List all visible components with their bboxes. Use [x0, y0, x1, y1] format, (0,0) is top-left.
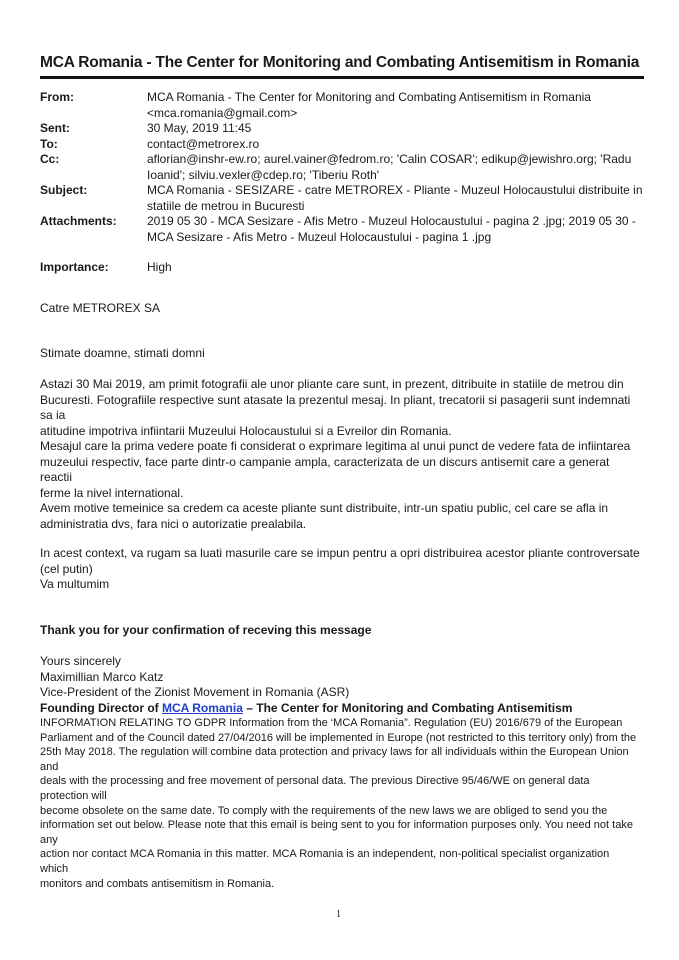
- signature: [40, 654, 640, 716]
- header-cc: [40, 152, 650, 183]
- closing: Yours sincerely: [40, 654, 121, 668]
- mca-romania-link[interactable]: MCA Romania: [162, 700, 243, 715]
- subject-line-1: MCA Romania - SESIZARE - catre METROREX - Pliante - Muzeul Holocaustului distribuite in: [147, 183, 643, 197]
- to-value: contact@metrorex.ro: [147, 136, 260, 151]
- greeting: Stimate doamne, stimati domni: [40, 346, 205, 360]
- importance-value: High: [147, 260, 172, 274]
- sender-name: Maximillian Marco Katz: [40, 669, 164, 684]
- founding-director-line: Founding Director of MCA Romania – The Center for Monitoring and Combating Antisemitism: [40, 700, 573, 715]
- header-subject: [40, 183, 650, 214]
- addressee: Catre METROREX SA: [40, 301, 161, 315]
- cc-line-1: aflorian@inshr-ew.ro; aurel.vainer@fedrom.ro; 'Calin COSAR'; edikup@jewishro.org; 'Radu: [147, 152, 632, 166]
- email-title: MCA Romania - The Center for Monitoring and Combating Antisemitism in Romania: [40, 54, 644, 79]
- cc-value: [147, 152, 650, 183]
- attachments-line-2: MCA Sesizare - Afis Metro - Muzeul Holocaustului - pagina 1 .jpg: [147, 229, 492, 244]
- to-label: To:: [40, 136, 58, 151]
- from-label: From:: [40, 90, 74, 104]
- sent-label: Sent:: [40, 121, 70, 135]
- sent-value: 30 May, 2019 11:45: [147, 121, 252, 135]
- paragraph-4: In acest context, va rugam sa luati masurile care se impun pentru a opri distribuirea acestor pliante controversate (cel putin) Va multumim: [40, 546, 640, 591]
- subject-label: Subject:: [40, 183, 88, 197]
- paragraph-2: Mesajul care la prima vedere poate fi considerat o exprimare legitima al unui punct de vedere fata de infiintarea muzeului respectiv, face parte dintr-o campanie ampla, caracterizata de un discurs antisemit care a generat reactii ferme la nivel international.: [40, 439, 631, 500]
- header-sent: [40, 121, 650, 137]
- header-importance: [40, 260, 650, 276]
- email-headers: [40, 90, 650, 276]
- gdpr-notice: INFORMATION RELATING TO GDPR Information from the ‘MCA Romania”. Regulation (EU) 2016/679 of the European Parliament and of the Council dated 27/04/2016 will be implemented in Europe (not restricted to this territory only) from the 25th May 2018. The regulation will combine data protection and privacy laws for all individuals within the European Union and deals with the processing and free movement of personal data. The previous Directive 95/46/WE on general data protection will become obsolete on the same date. To comply with the requirements of the new laws we are obliged to send you the information set out below. Please note that this email is being sent to you for information purposes only. You need not take any action nor contact MCA Romania in this matter. MCA Romania is an independent, non-political specialist organization which monitors and combats antisemitism in Romania.: [40, 717, 637, 890]
- paragraph-1: Astazi 30 Mai 2019, am primit fotografii ale unor pliante care sunt, in prezent, ditribuite in statiile de metrou din Bucuresti. Fotografiile respective sunt atasate la prezentul mesaj. In pliant, trecatorii si pasagerii sunt indemnati sa ia atitudine impotriva infiintarii Muzeului Holocaustului si a Evreilor din Romania.: [40, 377, 631, 438]
- cc-label: Cc:: [40, 152, 60, 166]
- page-number: 1: [336, 909, 341, 920]
- paragraph-3: Avem motive temeinice sa credem ca aceste pliante sunt distribuite, intr-un spatiu public, cel care se afla in administratia dvs, fara nici o autorizatie prealabila.: [40, 501, 609, 531]
- from-name: MCA Romania - The Center for Monitoring and Combating Antisemitism in Romania: [147, 90, 591, 104]
- header-attachments: [40, 214, 650, 245]
- confirmation-request: Thank you for your confirmation of receving this message: [40, 623, 372, 637]
- header-to: [40, 137, 650, 153]
- attachments-label: Attachments:: [40, 214, 117, 228]
- sender-title: Vice-President of the Zionist Movement in Romania (ASR): [40, 685, 350, 699]
- importance-label: Importance:: [40, 260, 109, 274]
- from-address: <mca.romania@gmail.com>: [147, 105, 298, 120]
- subject-value: [147, 183, 650, 214]
- cc-line-2: Ioanid'; silviu.vexler@cdep.ro; 'Tiberiu Roth': [147, 167, 380, 182]
- header-from: [40, 90, 650, 121]
- attachments-value: [147, 214, 650, 245]
- attachments-line-1: 2019 05 30 - MCA Sesizare - Afis Metro - Muzeul Holocaustului - pagina 2 .jpg; 2019 05 30 -: [147, 214, 636, 228]
- from-value: [147, 90, 650, 121]
- subject-line-2: statiile de metrou in Bucuresti: [147, 198, 305, 213]
